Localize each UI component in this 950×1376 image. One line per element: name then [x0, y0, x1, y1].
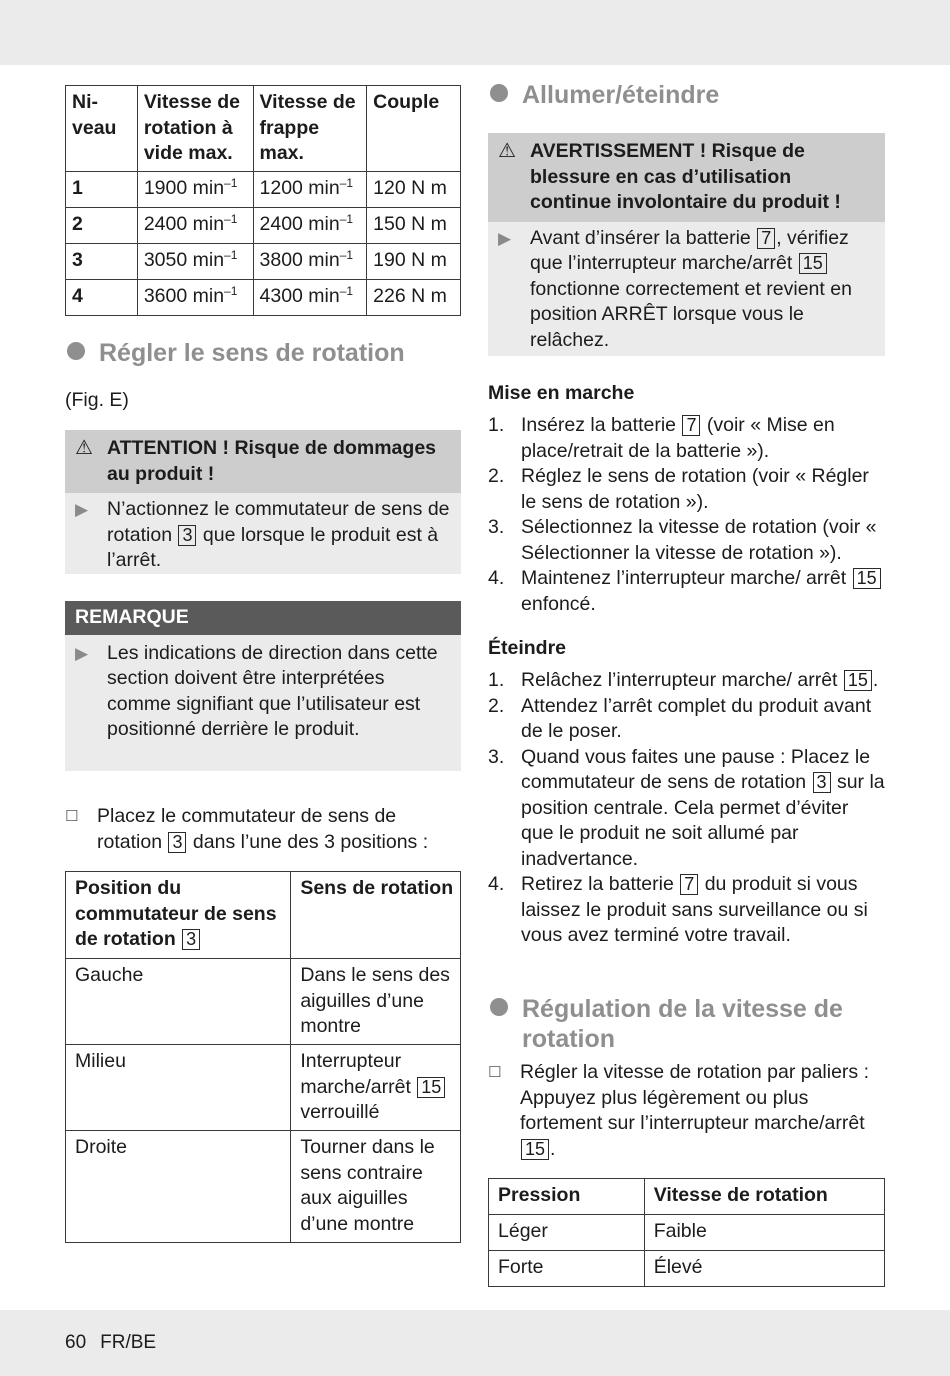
list-item: 2. Attendez l’arrêt complet du produit avant de le poser. [488, 694, 872, 742]
warning-body [488, 222, 885, 360]
level-cell: 1 [66, 172, 138, 208]
pressure-table [488, 1178, 885, 1287]
list-item: 3. Sélectionnez la vitesse de rotation (voir « Sélectionner la vitesse de rotation »). [488, 516, 877, 564]
list-item: 4. Maintenez l’interrupteur marche/ arrêt 15 enfoncé. [488, 566, 885, 617]
table-row [66, 1131, 461, 1243]
table-row [489, 1215, 885, 1251]
table-row [66, 208, 461, 244]
impact-cell: 2400 $\min^{-1}$ [253, 208, 367, 244]
warning-title: AVERTISSEMENT ! Risque de blessure en cas d’utilisation continue involontaire du produit ! [530, 140, 841, 213]
page-number: 60 [65, 1332, 87, 1353]
warning-box [488, 133, 885, 356]
position-table-wrap [65, 871, 461, 1243]
impact-cell: 1200 $\min^{-1}$ [253, 172, 367, 208]
warning-text: Avant d’insérer la batterie 7 , vérifiez que l’interrupteur marche/arrêt 15 fonctionne correctement et revient en position ARRÊT lorsque vous le relâchez. [530, 226, 852, 351]
speed-table-wrap [65, 85, 461, 316]
table-row [489, 1251, 885, 1287]
top-band [0, 0, 950, 65]
attention-header [65, 430, 461, 493]
instruction-item [65, 804, 461, 855]
ref-number: 15 [844, 670, 872, 691]
bullet-dot-icon [67, 342, 85, 360]
remark-header: REMARQUE [65, 601, 461, 635]
rotation-cell: 2400 $\min^{-1}$ [137, 208, 253, 244]
pressure-table-wrap [488, 1178, 885, 1287]
ref-number: 7 [680, 874, 698, 895]
start-steps-list [488, 413, 885, 617]
table-row [66, 172, 461, 208]
torque-cell: 150 N m [367, 208, 461, 244]
language-code: FR/BE [100, 1332, 157, 1353]
table-header-row [66, 872, 461, 959]
position-cell: Milieu [66, 1045, 291, 1131]
remark-body [65, 635, 461, 749]
ref-number: 15 [799, 253, 827, 274]
level-cell: 4 [66, 280, 138, 316]
rotation-cell: 1900 $\min^{-1}$ [137, 172, 253, 208]
warning-triangle-icon: ⚠ [75, 437, 93, 459]
speed-table [65, 85, 461, 316]
table-row [66, 959, 461, 1045]
col-header-level: Ni- veau [66, 86, 138, 172]
position-cell: Gauche [66, 959, 291, 1045]
rotation-cell: 3600 $\min^{-1}$ [137, 280, 253, 316]
level-cell: 3 [66, 244, 138, 280]
attention-text: N’actionnez le commutateur de sens de rotation 3 que lorsque le produit est à l’arrêt. [107, 498, 450, 571]
position-table [65, 871, 461, 1243]
table-header-row [66, 86, 461, 172]
section-heading-rotation: Régler le sens de rotation [67, 338, 405, 368]
bullet-dot-icon [490, 998, 508, 1016]
speed-cell: Faible [644, 1215, 884, 1251]
stop-steps-list [488, 668, 885, 949]
direction-cell: Interrupteur marche/arrêt 15 verrouillé [291, 1045, 461, 1131]
section-heading-onoff: Allumer/éteindre [490, 80, 719, 110]
remark-box [65, 601, 461, 771]
speed-instruction-text: Régler la vitesse de rotation par paliers : Appuyez plus légèrement ou plus fortement sur l’interrupteur marche/arrêt 15 . [520, 1061, 870, 1160]
figure-reference: (Fig. E) [65, 389, 129, 411]
ref-number: 3 [178, 525, 196, 546]
speed-cell: Élevé [644, 1251, 884, 1287]
speed-instruction-item [488, 1060, 885, 1162]
section-heading-speed: Régulation de la vitesse de rotation [490, 994, 887, 1054]
torque-cell: 226 N m [367, 280, 461, 316]
subheading-stop: Éteindre [488, 637, 567, 659]
list-item: 2. Réglez le sens de rotation (voir « Régler le sens de rotation »). [488, 465, 869, 513]
bullet-dot-icon [490, 84, 508, 102]
table-row [66, 280, 461, 316]
warning-header [488, 133, 885, 222]
position-cell: Droite [66, 1131, 291, 1243]
ref-number: 15 [853, 568, 881, 589]
warning-triangle-icon: ⚠ [498, 140, 516, 162]
arrow-right-icon: ▶ [498, 228, 512, 248]
ref-number: 3 [168, 832, 186, 853]
torque-cell: 190 N m [367, 244, 461, 280]
rotation-cell: 3050 $\min^{-1}$ [137, 244, 253, 280]
attention-body [65, 493, 461, 580]
col-header-torque: Couple [367, 86, 461, 172]
instruction-text: Placez le commutateur de sens de rotation 3 dans l’une des 3 positions : [97, 805, 429, 853]
col-header-impact: Vitesse de frappe max. [253, 86, 367, 172]
col-header-speed: Vitesse de rotation [644, 1179, 884, 1215]
page-footer [65, 1330, 156, 1356]
ref-number: 7 [682, 415, 700, 436]
ref-number: 7 [757, 228, 775, 249]
impact-cell: 4300 $\min^{-1}$ [253, 280, 367, 316]
remark-text: Les indications de direction dans cette section doivent être interprétées comme signifiant que l’utilisateur est positionné derrière le produit. [107, 641, 438, 740]
pressure-cell: Forte [489, 1251, 645, 1287]
list-item: 1. Insérez la batterie 7 (voir « Mise en place/retrait de la batterie »). [488, 414, 835, 462]
ref-number: 3 [813, 772, 831, 793]
direction-cell: Dans le sens des aiguilles d’une montre [291, 959, 461, 1045]
col-header-direction: Sens de rotation [291, 872, 461, 959]
subheading-start: Mise en marche [488, 382, 635, 404]
col-header-pressure: Pression [489, 1179, 645, 1215]
arrow-right-icon: ▶ [75, 500, 89, 519]
level-cell: 2 [66, 208, 138, 244]
ref-number: 15 [417, 1077, 445, 1098]
table-row [66, 1045, 461, 1131]
attention-box [65, 430, 461, 574]
pressure-cell: Léger [489, 1215, 645, 1251]
col-header-rotation: Vitesse de rotation à vide max. [137, 86, 253, 172]
arrow-right-icon: ▶ [75, 643, 89, 663]
checkbox-square-icon: ☐ [65, 808, 79, 825]
ref-number: 3 [182, 929, 200, 950]
col-header-position: Position du commutateur de sens de rotation 3 [66, 872, 291, 959]
table-row [66, 244, 461, 280]
ref-number: 15 [521, 1139, 549, 1160]
impact-cell: 3800 $\min^{-1}$ [253, 244, 367, 280]
checkbox-square-icon: ☐ [488, 1064, 502, 1081]
attention-title: ATTENTION ! Risque de dommages au produit ! [107, 437, 437, 485]
list-item: 4. Retirez la batterie 7 du produit si vous laissez le produit sans surveillance ou si vous avez terminé votre travail. [488, 873, 868, 946]
list-item: 1. Relâchez l’interrupteur marche/ arrêt 15 . [488, 669, 879, 691]
list-item: 3. Quand vous faites une pause : Placez le commutateur de sens de rotation 3 sur la position centrale. Cela permet d’éviter que le produit ne soit allumé par inadvertance. [488, 745, 885, 870]
torque-cell: 120 N m [367, 172, 461, 208]
direction-cell: Tourner dans le sens contraire aux aiguilles d’une montre [291, 1131, 461, 1243]
table-header-row [489, 1179, 885, 1215]
